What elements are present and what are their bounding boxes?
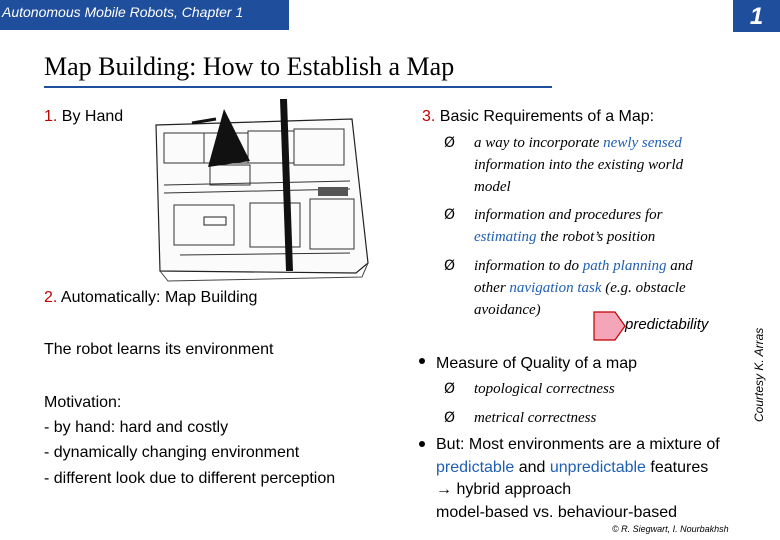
- section-requirements: [422, 108, 654, 126]
- quality-heading-text: Measure of Quality of a map: [436, 355, 637, 372]
- mixture-text: → hybrid approach: [436, 481, 572, 498]
- learns-line: The robot learns its environment: [44, 341, 274, 358]
- requirement-highlight: path planning: [582, 258, 667, 274]
- mixture-text: features: [645, 458, 709, 476]
- requirement-item: [444, 132, 744, 198]
- requirement-text: model: [474, 179, 511, 195]
- section-number: 3.: [422, 108, 436, 125]
- section-label: Automatically: Map Building: [60, 289, 258, 306]
- motivation-item: - by hand: hard and costly: [44, 419, 229, 436]
- section-number: 1.: [44, 108, 58, 125]
- motivation-item: - dynamically changing environment: [44, 444, 300, 461]
- requirement-text: information into the existing world: [474, 157, 684, 173]
- copyright-credit: © R. Siegwart, I. Nourbakhsh: [612, 524, 729, 534]
- quality-item-text: topological correctness: [474, 381, 615, 397]
- requirement-text: and: [666, 258, 693, 274]
- predictability-arrow-icon: [593, 311, 627, 341]
- bullet-dot-icon: [419, 441, 425, 447]
- quality-item: [444, 407, 597, 429]
- requirement-highlight: navigation task: [509, 280, 602, 296]
- arrow-bullet-icon: Ø: [444, 410, 456, 426]
- requirement-text: avoidance): [474, 302, 541, 318]
- requirement-text: information to do: [474, 258, 583, 274]
- page-number: 1: [733, 0, 780, 32]
- mixture-text: and: [514, 458, 550, 476]
- arrow-bullet-icon: Ø: [444, 207, 456, 223]
- mixture-text: But: Most environments are a mixture of: [436, 436, 720, 453]
- section-automatic: [44, 289, 257, 307]
- arrow-bullet-icon: Ø: [444, 135, 456, 151]
- requirement-text: the robot’s position: [536, 229, 656, 245]
- mixture-paragraph: [436, 434, 720, 524]
- requirement-text: other: [474, 280, 510, 296]
- arrow-bullet-icon: Ø: [444, 258, 456, 274]
- quality-item-text: metrical correctness: [474, 410, 597, 426]
- requirement-highlight: estimating: [474, 229, 537, 245]
- quality-heading: [436, 351, 637, 377]
- courtesy-note: Courtesy K. Arras: [752, 327, 766, 422]
- requirement-text: (e.g. obstacle: [601, 280, 686, 296]
- hand-drawn-map-illustration: [150, 95, 380, 285]
- quality-item: [444, 378, 615, 400]
- requirement-item: [444, 204, 744, 248]
- title-underline: [44, 86, 552, 88]
- mixture-highlight: predictable: [436, 458, 515, 476]
- arrow-bullet-icon: Ø: [444, 381, 456, 397]
- bullet-dot-icon: [419, 358, 425, 364]
- mixture-text: model-based vs. behaviour-based: [436, 503, 678, 521]
- slide-title: Map Building: How to Establish a Map: [44, 52, 455, 81]
- header-bar: [0, 0, 289, 30]
- section-by-hand: [44, 108, 123, 126]
- motivation-heading: Motivation:: [44, 394, 122, 411]
- course-title: Autonomous Mobile Robots, Chapter 1: [2, 4, 244, 20]
- requirement-highlight: newly sensed: [603, 135, 682, 151]
- predictability-label: predictability: [625, 316, 709, 333]
- section-label: Basic Requirements of a Map:: [439, 108, 655, 125]
- motivation-item: - different look due to different perception: [44, 470, 336, 487]
- mixture-highlight: unpredictable: [549, 458, 646, 476]
- section-label: By Hand: [61, 108, 124, 125]
- section-number: 2.: [44, 289, 58, 306]
- requirement-text: information and procedures for: [474, 207, 663, 223]
- requirement-text: a way to incorporate: [474, 135, 604, 151]
